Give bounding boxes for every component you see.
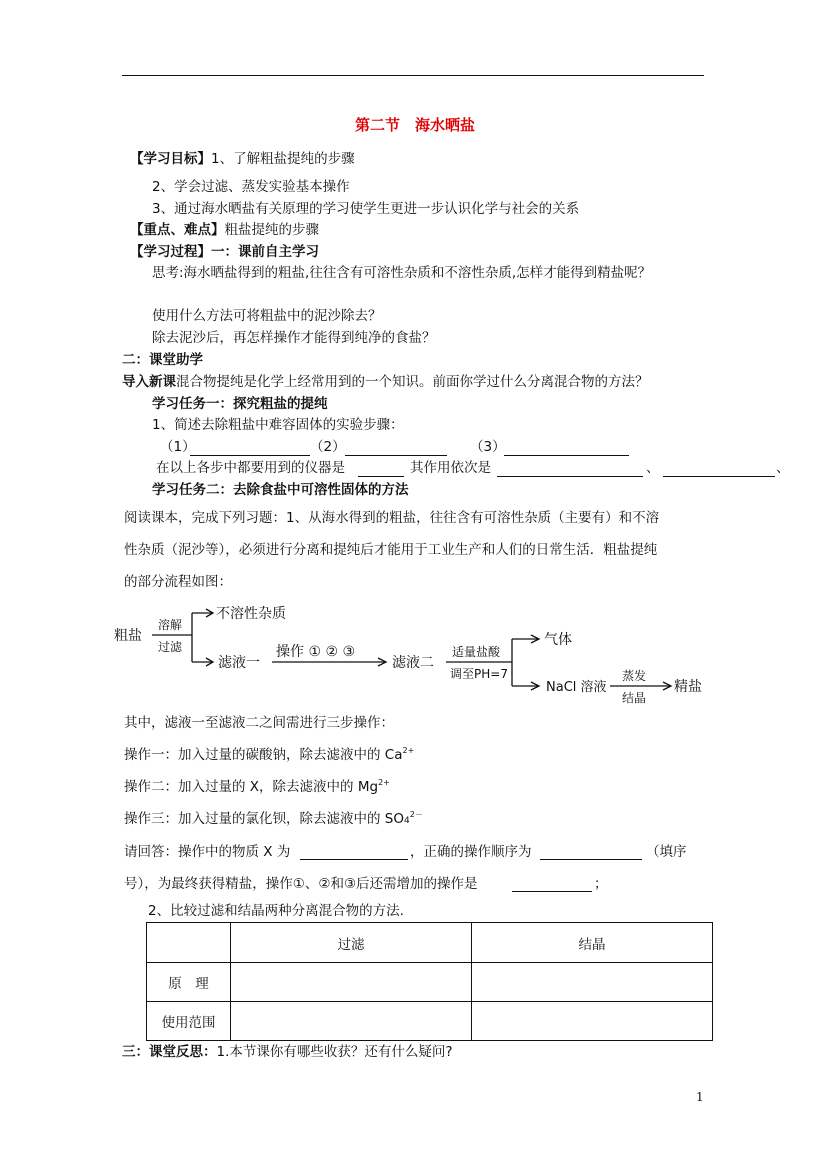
- comparison-table: [146, 922, 713, 1041]
- instrument-prompt: 在以上各步中都要用到的仪器是: [156, 460, 345, 476]
- flow-gas: 气体: [544, 632, 572, 648]
- table-cell-principle-crystal[interactable]: [472, 963, 713, 1002]
- question-2: 除去泥沙后，再怎样操作才能得到纯净的食盐？: [152, 330, 436, 346]
- operation-2: [124, 778, 390, 798]
- operation-1-text: 操作一：加入过量的碳酸钠，除去滤液中的 Ca: [124, 747, 403, 763]
- answer-end: ；: [594, 876, 608, 892]
- instrument-blank[interactable]: [358, 476, 404, 477]
- reflection-line: [122, 1043, 453, 1061]
- operation-3: [124, 810, 423, 830]
- extra-operation-blank[interactable]: [512, 891, 592, 892]
- flow-filter-label: 过滤: [158, 640, 183, 654]
- substance-x-blank[interactable]: [300, 859, 408, 860]
- operation-3-subscript: 4: [404, 816, 410, 826]
- answer-prompt-2: ，正确的操作顺序为: [410, 844, 532, 860]
- question-1: 使用什么方法可将粗盐中的泥沙除去？: [152, 308, 382, 324]
- table-cell-scope-filter[interactable]: [231, 1002, 472, 1041]
- table-corner: [147, 923, 231, 963]
- goals-line-1: [130, 150, 355, 168]
- purpose-separator-1: 、: [646, 460, 660, 476]
- goal-item-3: 3、通过海水晒盐有关原理的学习使学生更进一步认识化学与社会的关系: [152, 201, 580, 217]
- page-number: 1: [696, 1090, 704, 1104]
- compare-question: 2、比较过滤和结晶两种分离混合物的方法.: [148, 903, 404, 919]
- goal-item-2: 2、学会过滤、蒸发实验基本操作: [152, 179, 350, 195]
- table-header-filter: 过滤: [231, 923, 472, 963]
- flow-filtrate-two: 滤液二: [392, 655, 434, 671]
- keypoints-line: [130, 221, 319, 239]
- step-1-label: （1）: [160, 439, 196, 455]
- header-rule: [122, 75, 704, 76]
- flow-ph-label: 调至PH=7: [450, 667, 508, 681]
- order-blank[interactable]: [540, 859, 642, 860]
- section-2-heading: 二：课堂助学: [122, 352, 203, 368]
- operation-1-charge: 2+: [402, 746, 415, 755]
- step-2-blank[interactable]: [345, 455, 447, 456]
- step-1-blank[interactable]: [190, 455, 310, 456]
- page-title: 第二节 海水晒盐: [355, 116, 476, 134]
- table-cell-principle-filter[interactable]: [231, 963, 472, 1002]
- operation-3-text: 操作三：加入过量的氯化钡，除去滤液中的 SO: [124, 811, 404, 827]
- task-1-question: 1、简述去除粗盐中难容固体的实验步骤：: [152, 417, 404, 433]
- purpose-blank-2[interactable]: [663, 476, 775, 477]
- table-row-scope: 使用范围: [147, 1002, 231, 1041]
- table-row-principle: 原 理: [147, 963, 231, 1002]
- keypoints-text: 粗盐提纯的步骤: [224, 222, 319, 238]
- purpose-prompt: 其作用依次是: [410, 460, 491, 476]
- answer-prompt-1: 请回答：操作中的物质 X 为: [124, 844, 291, 860]
- flow-operations: 操作 ① ② ③: [276, 644, 356, 660]
- flow-insoluble-impurity: 不溶性杂质: [216, 606, 286, 622]
- process-section: 一：课前自主学习: [211, 244, 319, 260]
- step-3-label: （3）: [470, 439, 506, 455]
- purpose-separator-2: 、: [776, 460, 790, 476]
- goal-item-1: 1、了解粗盐提纯的步骤: [211, 151, 355, 167]
- intro-line: [122, 373, 649, 391]
- intro-label: 导入新课: [122, 374, 176, 390]
- step-3-blank[interactable]: [504, 455, 629, 456]
- operation-1: [124, 746, 414, 766]
- operation-3-charge: 2－: [409, 810, 423, 819]
- table-cell-scope-crystal[interactable]: [472, 1002, 713, 1041]
- task-2-paragraph-1: 阅读课本，完成下列习题：1、从海水得到的粗盐，往往含有可溶性杂质（主要有）和不溶: [124, 510, 660, 526]
- operation-2-text: 操作二：加入过量的 X，除去滤液中的 Mg: [124, 779, 379, 795]
- process-label: 【学习过程】: [130, 244, 211, 260]
- answer-prompt-4: 号），为最终获得精盐，操作①、②和③后还需增加的操作是: [124, 876, 478, 892]
- purpose-blank-1[interactable]: [497, 476, 643, 477]
- task-2-paragraph-3: 的部分流程如图：: [124, 574, 232, 590]
- flow-evaporate-label: 蒸发: [622, 669, 647, 683]
- process-line: [130, 243, 319, 261]
- intro-text: 混合物提纯是化学上经常用到的一个知识。前面你学过什么分离混合物的方法？: [176, 374, 649, 390]
- flow-fine-salt: 精盐: [674, 679, 702, 695]
- goals-label: 【学习目标】: [130, 151, 211, 167]
- keypoints-label: 【重点、难点】: [130, 222, 225, 238]
- operation-2-charge: 2+: [378, 778, 390, 787]
- step-2-label: （2）: [310, 439, 346, 455]
- flow-nacl-solution: NaCl 溶液: [546, 680, 607, 695]
- operations-intro: 其中，滤液一至滤液二之间需进行三步操作：: [124, 715, 394, 731]
- reflection-label: 三：课堂反思：: [122, 1044, 217, 1060]
- purification-flow-diagram: [100, 595, 720, 710]
- task-1-heading: 学习任务一：探究粗盐的提纯: [152, 396, 328, 412]
- answer-prompt-3: （填序: [646, 844, 687, 860]
- task-2-paragraph-2: 性杂质（泥沙等），必须进行分离和提纯后才能用于工业生产和人们的日常生活．粗盐提纯: [124, 542, 658, 558]
- reflection-text: 1.本节课你有哪些收获？还有什么疑问?: [216, 1044, 453, 1060]
- flow-crude-salt: 粗盐: [114, 628, 142, 644]
- table-header-crystal: 结晶: [472, 923, 713, 963]
- flow-acid-label: 适量盐酸: [452, 645, 501, 659]
- think-question: 思考:海水晒盐得到的粗盐,往往含有可溶性杂质和不溶性杂质,怎样才能得到精盐呢？: [152, 265, 652, 281]
- flow-filtrate-one: 滤液一: [218, 655, 260, 671]
- task-2-heading: 学习任务二：去除食盐中可溶性固体的方法: [152, 482, 409, 498]
- flow-dissolve-label: 溶解: [158, 618, 183, 632]
- flow-crystallize-label: 结晶: [622, 691, 647, 705]
